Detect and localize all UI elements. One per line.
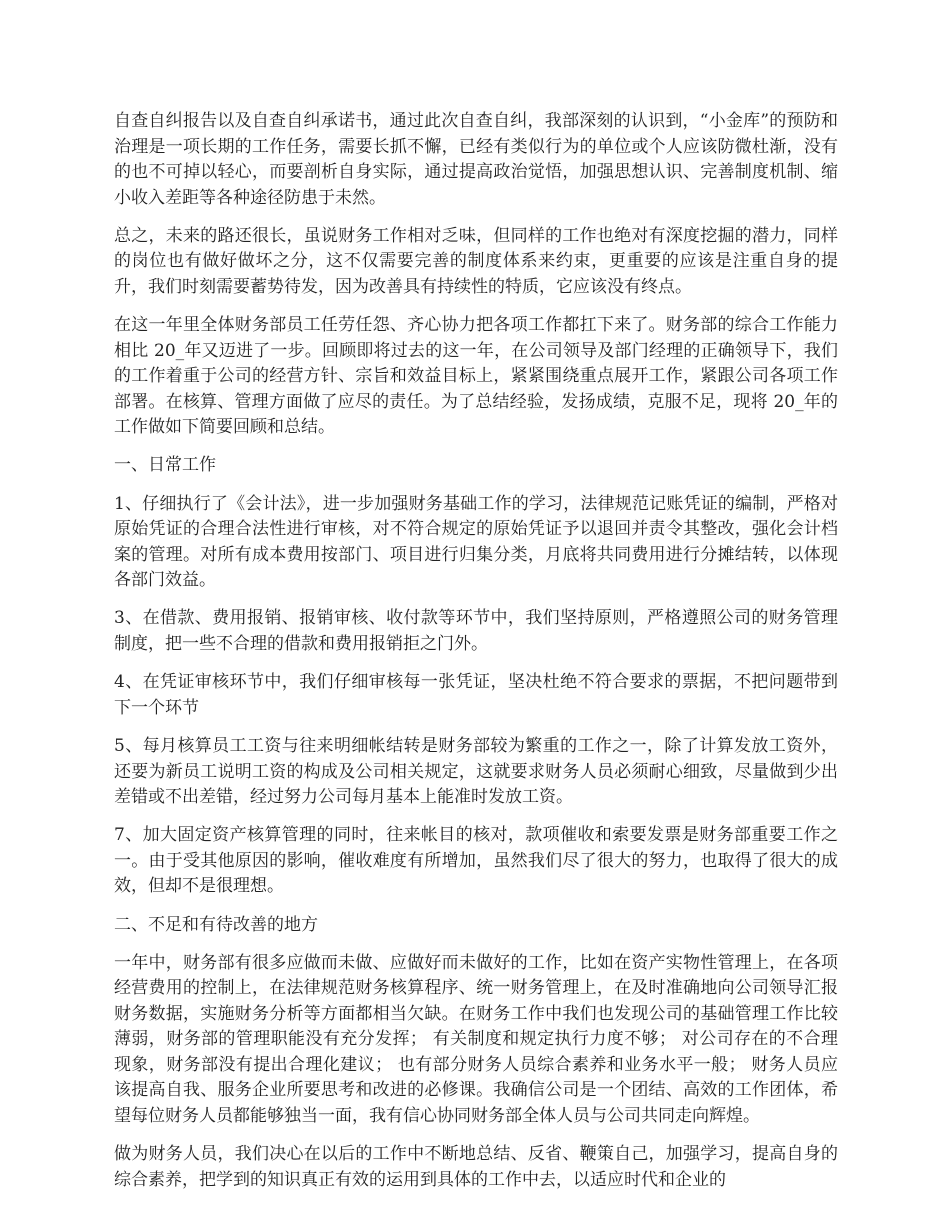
list-item-expense-reimbursement: 3、在借款、费用报销、报销审核、收付款等环节中，我们坚持原则，严格遵照公司的财务管理制度，把一些不合理的借款和费用报销拒之门外。 [114,608,838,654]
paragraph-year-review: 在这一年里全体财务部员工任劳任怨、齐心协力把各项工作都扛下来了。财务部的综合工作能力相比 20_年又迈进了一步。回顾即将过去的这一年，在公司领导及部门经理的正确领导下，我们的工作着重于公司的经营方针、宗旨和效益目标上，紧紧围绕重点展开工作，紧跟公司各项工作部署。在核算、管理方面做了应尽的责任。为了总结经验，发扬成绩，克服不足，现将 20_年的工作做如下简要回顾和总结。 [114,315,838,438]
list-item-voucher-review: 4、在凭证审核环节中，我们仔细审核每一张凭证，坚决杜绝不符合要求的票据，不把问题带到下一个环节 [114,672,838,718]
paragraph-shortcomings: 一年中，财务部有很多应做而未做、应做好而未做好的工作，比如在资产实物性管理上，在各项经营费用的控制上，在法律规范财务核算程序、统一财务管理上，在及时准确地向公司领导汇报财务数据，实施财务分析等方面都相当欠缺。在财务工作中我们也发现公司的基础管理工作比较薄弱，财务部的管理职能没有充分发挥； 有关制度和规定执行力度不够； 对公司存在的不合理现象，财务部没有提出合理化建议； 也有部分财务人员综合素养和业务水平一般； 财务人员应该提高自我、服务企业所要思考和改进的必修课。我确信公司是一个团结、高效的工作团体，希望每位财务人员都能够独当一面，我有信心协同财务部全体人员与公司共同走向辉煌。 [114,952,838,1126]
section-heading-shortcomings: 二、不足和有待改善的地方 [114,914,318,935]
document-page [114,109,838,1206]
paragraph-resolution: 做为财务人员，我们决心在以后的工作中不断地总结、反省、鞭策自己，加强学习，提高自身的综合素养，把学到的知识真正有效的运用到具体的工作中去，以适应时代和企业的 [114,1144,838,1190]
section-heading-daily-work: 一、日常工作 [114,455,216,476]
list-item-payroll: 5、每月核算员工工资与往来明细帐结转是财务部较为繁重的工作之一，除了计算发放工资外，还要为新员工说明工资的构成及公司相关规定，这就要求财务人员必须耐心细致，尽量做到少出差错或不出差错，经过努力公司每月基本上能准时发放工资。 [114,736,838,808]
paragraph-conclusion: 总之，未来的路还很长，虽说财务工作相对乏味，但同样的工作也绝对有深度挖掘的潜力，同样的岗位也有做好做坏之分，这不仅需要完善的制度体系来约束，更重要的应该是注重自身的提升，我们时刻需要蓄势待发，因为改善具有持续性的特质，它应该没有终点。 [114,225,838,297]
list-item-fixed-assets: 7、加大固定资产核算管理的同时，往来帐目的核对，款项催收和索要发票是财务部重要工作之一。由于受其他原因的影响，催收难度有所增加，虽然我们尽了很大的努力，也取得了很大的成效，但却不是很理想。 [114,825,838,897]
list-item-accounting-law: 1、仔细执行了《会计法》，进一步加强财务基础工作的学习，法律规范记账凭证的编制，严格对原始凭证的合理合法性进行审核，对不符合规定的原始凭证予以退回并责令其整改，强化会计档案的管理。对所有成本费用按部门、项目进行归集分类，月底将共同费用进行分摊结转，以体现各部门效益。 [114,493,838,591]
paragraph-self-inspection: 自查自纠报告以及自查自纠承诺书，通过此次自查自纠，我部深刻的认识到，“小金库”的预防和治理是一项长期的工作任务，需要长抓不懈，已经有类似行为的单位或个人应该防微杜渐，没有的也不可掉以轻心，而要剖析自身实际，通过提高政治觉悟，加强思想认识、完善制度机制、缩小收入差距等各种途径防患于未然。 [114,111,838,208]
